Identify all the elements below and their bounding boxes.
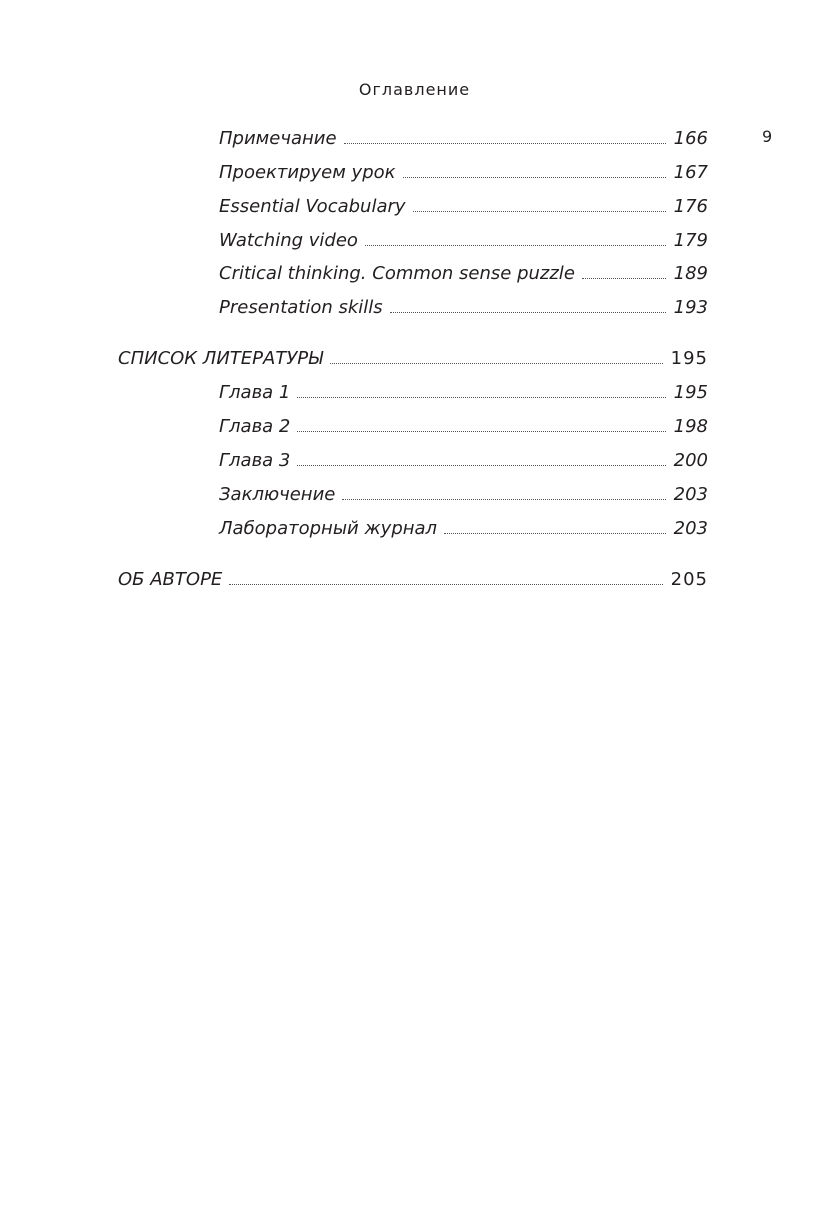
page-number: 9: [762, 127, 773, 146]
toc-entry-page: 176: [673, 196, 708, 217]
toc-entry-about-author[interactable]: [118, 567, 708, 593]
toc-entry-references[interactable]: [118, 346, 708, 372]
toc-entry-page: 195: [673, 382, 708, 403]
dot-leader: [229, 583, 662, 585]
toc-entry-presentation-skills[interactable]: [219, 295, 708, 321]
toc-entry-title: Заключение: [219, 484, 336, 505]
toc-entry-watching-video[interactable]: [219, 228, 708, 254]
toc-entry-page: 198: [673, 416, 708, 437]
toc-entry-title: Примечание: [219, 128, 337, 149]
toc-entry-page: 205: [670, 569, 708, 590]
toc-entry-title: СПИСОК ЛИТЕРАТУРЫ: [118, 348, 323, 369]
toc-entry-title: Лабораторный журнал: [219, 518, 438, 539]
dot-leader: [330, 362, 663, 364]
dot-leader: [344, 142, 666, 144]
toc-entry-critical-thinking[interactable]: [219, 261, 708, 287]
toc-entry-title: ОБ АВТОРЕ: [118, 569, 223, 590]
running-head: Оглавление: [358, 80, 471, 99]
toc-entry-title: Глава 2: [219, 416, 291, 437]
toc-entry-title: Проектируем урок: [219, 162, 396, 183]
toc-entry-title: Critical thinking. Common sense puzzle: [219, 263, 575, 284]
toc-entry-page: 200: [673, 450, 708, 471]
toc-entry-lesson-design[interactable]: [219, 160, 708, 186]
toc-entry-lab-journal[interactable]: [219, 516, 708, 542]
toc-entry-note[interactable]: [219, 126, 708, 152]
toc-entry-chapter-1[interactable]: [219, 380, 708, 406]
toc-entry-title: Watching video: [219, 230, 358, 251]
dot-leader: [297, 464, 665, 466]
toc-entry-page: 203: [673, 518, 708, 539]
dot-leader: [365, 244, 666, 246]
toc-entry-title: Essential Vocabulary: [219, 196, 406, 217]
dot-leader: [403, 176, 666, 178]
toc-entry-page: 179: [673, 230, 708, 251]
toc-entry-page: 189: [673, 263, 708, 284]
dot-leader: [390, 311, 666, 313]
toc-entry-page: 166: [673, 128, 708, 149]
toc-entry-page: 167: [673, 162, 708, 183]
toc-entry-chapter-3[interactable]: [219, 448, 708, 474]
dot-leader: [297, 396, 665, 398]
toc-entry-title: Глава 1: [219, 382, 291, 403]
dot-leader: [582, 277, 666, 279]
toc-entry-page: 195: [670, 348, 708, 369]
toc-entry-conclusion[interactable]: [219, 482, 708, 508]
toc-entry-page: 193: [673, 297, 708, 318]
dot-leader: [297, 430, 665, 432]
toc-entry-essential-vocabulary[interactable]: [219, 194, 708, 220]
toc-entry-title: Presentation skills: [219, 297, 383, 318]
dot-leader: [413, 210, 666, 212]
toc-entry-chapter-2[interactable]: [219, 414, 708, 440]
toc-entry-title: Глава 3: [219, 450, 291, 471]
dot-leader: [444, 532, 666, 534]
dot-leader: [342, 498, 665, 500]
toc-entry-page: 203: [673, 484, 708, 505]
